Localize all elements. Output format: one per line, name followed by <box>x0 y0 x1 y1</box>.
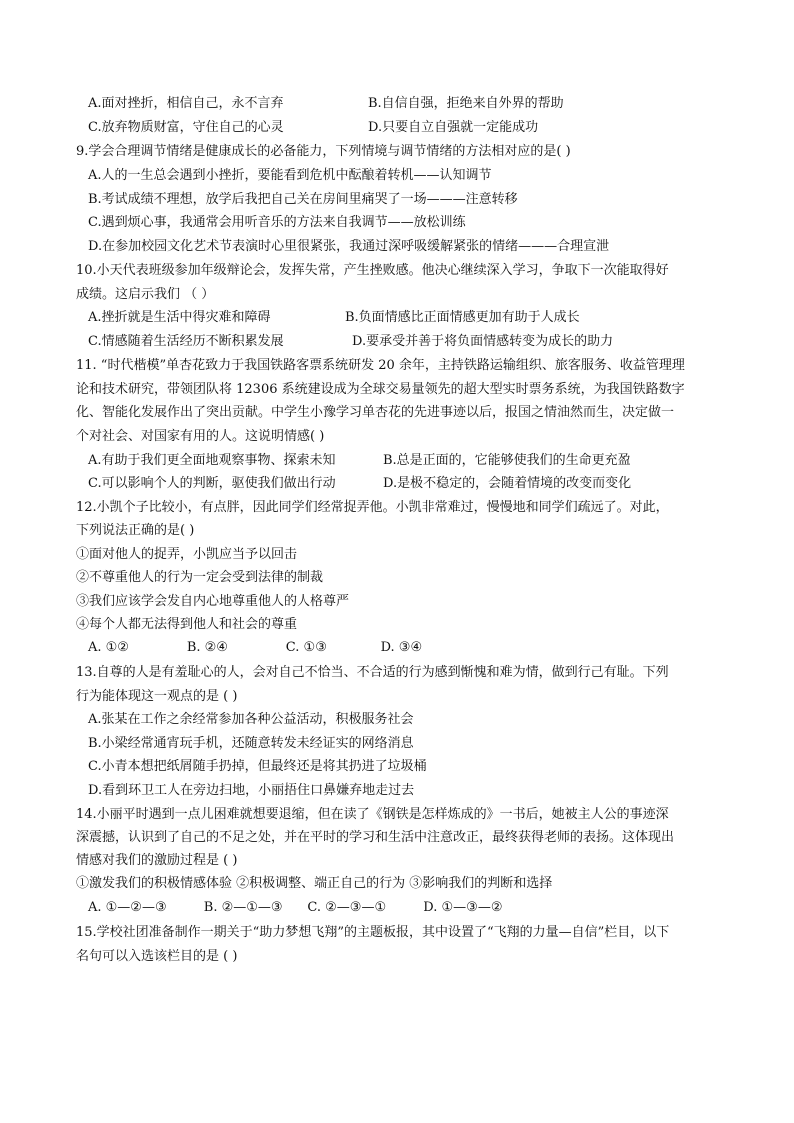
q11-option-d: D.是极不稳定的，会随着情境的改变而变化 <box>383 476 632 491</box>
q11-stem-line4: 个对社会、对国家有用的人。这说明情感( ) <box>76 429 325 444</box>
q11-stem-line3: 化、智能化发展作出了突出贡献。中学生小豫学习单杏花的先进事迹以后，报国之情油然而生，决定做一 <box>76 405 675 420</box>
q11-stem-line1: 11. “时代楷模”单杏花致力于我国铁路客票系统研发 20 余年，主持铁路运输组织、旅客服务、收益管理理 <box>76 358 685 373</box>
q11-option-a: A.有助于我们更全面地观察事物、探索未知 <box>88 453 336 468</box>
q12-stem-line1: 12.小凯个子比较小，有点胖，因此同学们经常捉弄他。小凯非常难过，慢慢地和同学们疏远了。对此， <box>76 500 669 515</box>
q15-stem-line1: 15.学校社团准备制作一期关于“助力梦想飞翔”的主题板报，其中设置了“飞翔的力量—自信”栏目，以下 <box>76 925 670 940</box>
q14-statements: ①激发我们的积极情感体验 ②积极调整、端正自己的行为 ③影响我们的判断和选择 <box>76 876 553 891</box>
q10-option-c: C.情感随着生活经历不断积累发展 <box>88 334 284 349</box>
q14-stem-line1: 14.小丽平时遇到一点儿困难就想要退缩，但在读了《钢铁是怎样炼成的》一书后，她被主人公的事迹深 <box>76 807 669 822</box>
q12-options: A. ①② B. ②④ C. ①③ D. ③④ <box>88 640 423 655</box>
q14-options: A. ①—②—③ B. ②—①—③ C. ②—③—① D. ①—③—② <box>88 900 503 915</box>
q9-option-b: B.考试成绩不理想，放学后我把自己关在房间里痛哭了一场———注意转移 <box>88 192 518 207</box>
q9-option-d: D.在参加校园文化艺术节表演时心里很紧张，我通过深呼吸缓解紧张的情绪———合理宣泄 <box>88 239 610 254</box>
q11-stem-line2: 论和技术研究，带领团队将 12306 系统建设成为全球交易量领先的超大型实时票务系统，为我国铁路数字 <box>76 382 685 397</box>
q10-stem-line2: 成绩。这启示我们 （ ） <box>76 287 215 302</box>
q8-option-a: A.面对挫折，相信自己，永不言弃 <box>88 96 284 111</box>
q13-stem-line1: 13.自尊的人是有羞耻心的人，会对自己不恰当、不合适的行为感到惭愧和难为情，做到行己有耻。下列 <box>76 665 669 680</box>
q12-stem-line2: 下列说法正确的是( ) <box>76 523 195 538</box>
q9-option-c: C.遇到烦心事，我通常会用听音乐的方法来自我调节——放松训练 <box>88 215 466 230</box>
q13-option-b: B.小梁经常通宵玩手机，还随意转发未经证实的网络消息 <box>88 736 414 751</box>
q13-option-c: C.小青本想把纸屑随手扔掉，但最终还是将其扔进了垃圾桶 <box>88 759 427 774</box>
q11-option-b: B.总是正面的，它能够使我们的生命更充盈 <box>383 453 631 468</box>
q12-statement-1: ①面对他人的捉弄，小凯应当予以回击 <box>76 547 298 562</box>
q12-statement-2: ②不尊重他人的行为一定会受到法律的制裁 <box>76 570 324 585</box>
q13-stem-line2: 行为能体现这一观点的是 ( ) <box>76 689 238 704</box>
q12-statement-3: ③我们应该学会发自内心地尊重他人的人格尊严 <box>76 594 350 609</box>
q13-option-a: A.张某在工作之余经常参加各种公益活动，积极服务社会 <box>88 712 414 727</box>
q12-statement-4: ④每个人都无法得到他人和社会的尊重 <box>76 617 298 632</box>
q9-stem: 9.学会合理调节情绪是健康成长的必备能力，下列情境与调节情绪的方法相对应的是( ) <box>76 144 571 159</box>
q14-stem-line2: 深震撼，认识到了自己的不足之处，并在平时的学习和生活中注意改正，最终获得老师的表扬。这体现出 <box>76 830 675 845</box>
q11-option-c: C.可以影响个人的判断，驱使我们做出行动 <box>88 476 336 491</box>
q10-option-b: B.负面情感比正面情感更加有助于人成长 <box>345 310 580 325</box>
q8-option-b: B.自信自强，拒绝来自外界的帮助 <box>368 96 564 111</box>
q14-stem-line3: 情感对我们的激励过程是 ( ) <box>76 853 238 868</box>
q8-option-c: C.放弃物质财富，守住自己的心灵 <box>88 120 284 135</box>
q8-option-d: D.只要自立自强就一定能成功 <box>368 120 539 135</box>
q15-stem-line2: 名句可以入选该栏目的是 ( ) <box>76 949 238 964</box>
q10-stem-line1: 10.小天代表班级参加年级辩论会，发挥失常，产生挫败感。他决心继续深入学习，争取下一次能取得好 <box>76 263 669 278</box>
q10-option-d: D.要承受并善于将负面情感转变为成长的助力 <box>352 334 614 349</box>
q9-option-a: A.人的一生总会遇到小挫折，要能看到危机中酝酿着转机——认知调节 <box>88 168 492 183</box>
q13-option-d: D.看到环卫工人在旁边扫地，小丽捂住口鼻嫌弃地走过去 <box>88 783 415 798</box>
q10-option-a: A.挫折就是生活中得灾难和障碍 <box>88 310 271 325</box>
